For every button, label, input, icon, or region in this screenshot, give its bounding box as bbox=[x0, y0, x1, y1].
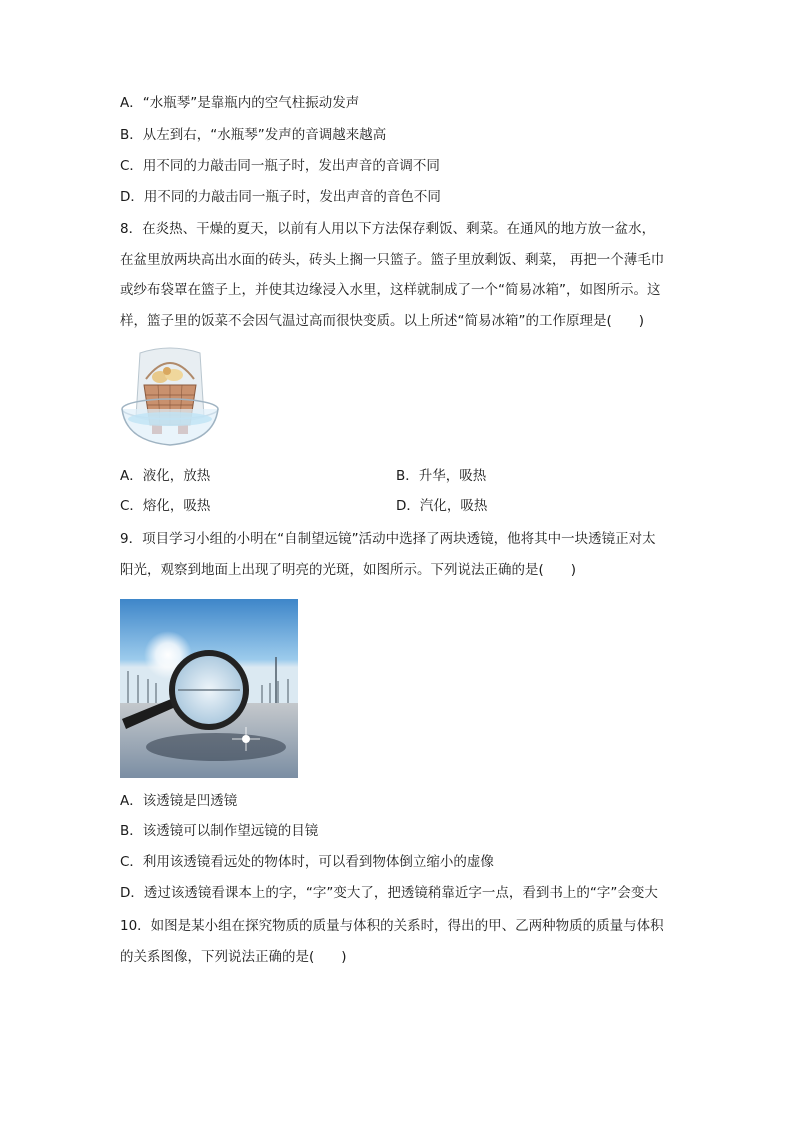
q9-option-a: A．该透镜是凹透镜 bbox=[120, 793, 238, 809]
q7-option-d: D．用不同的力敲击同一瓶子时，发出声音的音色不同 bbox=[120, 189, 441, 205]
q10-stem-line: 10．如图是某小组在探究物质的质量与体积的关系时，得出的甲、乙两种物质的质量与体积 bbox=[120, 918, 664, 934]
q8-option-c: C．熔化，吸热 bbox=[120, 498, 211, 514]
simple-fridge-figure bbox=[118, 345, 222, 453]
q9-stem bbox=[120, 524, 680, 585]
q9-option-d: D．透过该透镜看课本上的字，“字”变大了，把透镜稍靠近字一点，看到书上的“字”会变大 bbox=[120, 885, 658, 901]
q8-stem-line: 8．在炎热、干燥的夏天，以前有人用以下方法保存剩饭、剩菜。在通风的地方放一盆水， bbox=[120, 221, 656, 237]
q10-stem-line: 的关系图像，下列说法正确的是( ) bbox=[120, 948, 347, 965]
q8-stem-line: 或纱布袋罩在篮子上，并使其边缘浸入水里，这样就制成了一个“简易冰箱”，如图所示。这 bbox=[120, 282, 661, 298]
q7-option-b: B．从左到右，“水瓶琴”发声的音调越来越高 bbox=[120, 127, 387, 143]
q9-option-b: B．该透镜可以制作望远镜的目镜 bbox=[120, 823, 319, 839]
q8-option-b: B．升华，吸热 bbox=[396, 468, 487, 484]
q9-option-c: C．利用该透镜看远处的物体时，可以看到物体倒立缩小的虚像 bbox=[120, 854, 494, 870]
q8-stem-line: 样，篮子里的饭菜不会因气温过高而很快变质。以上所述“简易冰箱”的工作原理是( ) bbox=[120, 312, 645, 329]
q8-stem-line: 在盆里放两块高出水面的砖头，砖头上搁一只篮子。篮子里放剩饭、剩菜， 再把一个薄毛巾 bbox=[120, 251, 665, 268]
q8-option-a: A．液化，放热 bbox=[120, 468, 211, 484]
q9-stem-line: 9．项目学习小组的小明在“自制望远镜”活动中选择了两块透镜，他将其中一块透镜正对太 bbox=[120, 531, 656, 547]
q7-option-c: C．用不同的力敲击同一瓶子时，发出声音的音调不同 bbox=[120, 158, 440, 174]
q8-stem bbox=[120, 214, 680, 336]
q9-stem-line: 阳光，观察到地面上出现了明亮的光斑，如图所示。下列说法正确的是( ) bbox=[120, 561, 577, 578]
q10-stem bbox=[120, 911, 680, 972]
q7-option-a: A．“水瓶琴”是靠瓶内的空气柱振动发声 bbox=[120, 95, 360, 111]
magnifying-glass-photo bbox=[120, 599, 298, 778]
q8-option-d: D．汽化，吸热 bbox=[396, 498, 488, 514]
